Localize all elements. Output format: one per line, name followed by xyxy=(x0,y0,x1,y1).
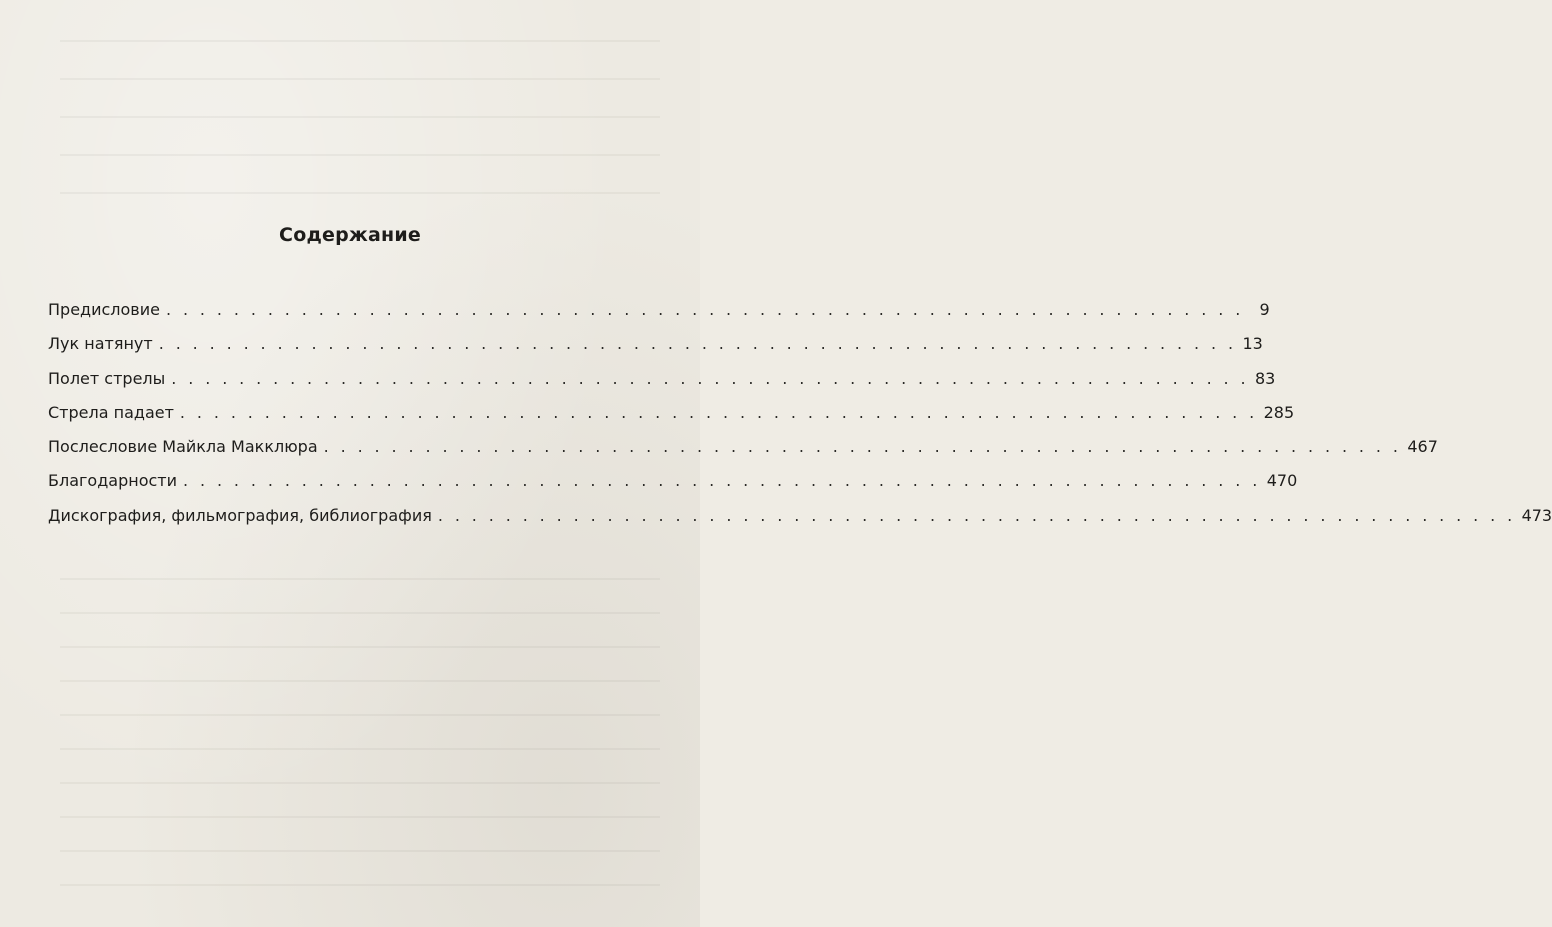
toc-entry-label: Благодарности xyxy=(48,471,177,491)
bleed-through-line xyxy=(60,154,660,156)
toc-leader-dots: . . . . . . . . . . . . . . . . . . . . . . . . . . . . . . . . . . . . . . . . . . . . . . . . . . . . . . . . . . . . . . . . xyxy=(179,402,1258,422)
bleed-through-line xyxy=(60,748,660,750)
bleed-through-line xyxy=(60,884,660,886)
toc-entry-page: 467 xyxy=(1407,437,1438,457)
bleed-through-line xyxy=(60,850,660,852)
toc-entry[interactable] xyxy=(48,437,1438,471)
bleed-through-line xyxy=(60,680,660,682)
bleed-through-line xyxy=(60,782,660,784)
bleed-through-line xyxy=(60,646,660,648)
toc-leader-dots: . . . . . . . . . . . . . . . . . . . . . . . . . . . . . . . . . . . . . . . . . . . . . . . . . . . . . . . . . . . . . . . . xyxy=(165,300,1244,319)
toc-leader-dots: . . . . . . . . . . . . . . . . . . . . . . . . . . . . . . . . . . . . . . . . . . . . . . . . . . . . . . . . . . . . . . . . xyxy=(183,471,1261,491)
contents-title: Содержание xyxy=(279,224,421,246)
toc-entry-label: Полет стрелы xyxy=(48,368,166,388)
toc-entry-page: 13 xyxy=(1242,334,1263,354)
toc-leader-dots: . . . . . . . . . . . . . . . . . . . . . . . . . . . . . . . . . . . . . . . . . . . . . . . . . . . . . . . . . . . . . . . . xyxy=(437,505,1516,525)
bleed-through-line xyxy=(60,78,660,80)
bleed-through-line xyxy=(60,714,660,716)
toc-entry[interactable] xyxy=(48,402,1295,437)
toc-entry-label: Дискография, фильмография, библиография xyxy=(48,505,432,525)
bleed-through-line xyxy=(60,192,660,194)
table-of-contents xyxy=(48,300,1552,540)
bleed-through-line xyxy=(60,578,660,580)
toc-entry[interactable] xyxy=(48,300,1270,334)
toc-entry-label: Предисловие xyxy=(48,300,160,319)
toc-entry-label: Послесловие Майкла Макклюра xyxy=(48,437,318,457)
toc-entry-label: Стрела падает xyxy=(48,402,174,422)
toc-entry-page: 470 xyxy=(1266,471,1298,491)
toc-entry[interactable] xyxy=(48,471,1298,505)
toc-leader-dots: . . . . . . . . . . . . . . . . . . . . . . . . . . . . . . . . . . . . . . . . . . . . . . . . . . . . . . . . . . . . . . . . xyxy=(158,334,1237,354)
toc-entry[interactable] xyxy=(48,334,1263,368)
toc-entry-page: 9 xyxy=(1259,300,1270,319)
toc-entry-page: 285 xyxy=(1263,402,1295,422)
toc-leader-dots: . . . . . . . . . . . . . . . . . . . . . . . . . . . . . . . . . . . . . . . . . . . . . . . . . . . . . . . . . . . . . . . . xyxy=(171,368,1249,388)
toc-leader-dots: . . . . . . . . . . . . . . . . . . . . . . . . . . . . . . . . . . . . . . . . . . . . . . . . . . . . . . . . . . . . . . . . xyxy=(323,437,1402,457)
bleed-through-line xyxy=(60,116,660,118)
toc-entry[interactable] xyxy=(48,505,1552,540)
toc-entry[interactable] xyxy=(48,368,1276,403)
bleed-through-line xyxy=(60,40,660,42)
toc-entry-page: 473 xyxy=(1521,505,1552,525)
bleed-through-line xyxy=(60,816,660,818)
toc-entry-label: Лук натянут xyxy=(48,334,153,354)
bleed-through-line xyxy=(60,612,660,614)
toc-entry-page: 83 xyxy=(1255,368,1276,388)
